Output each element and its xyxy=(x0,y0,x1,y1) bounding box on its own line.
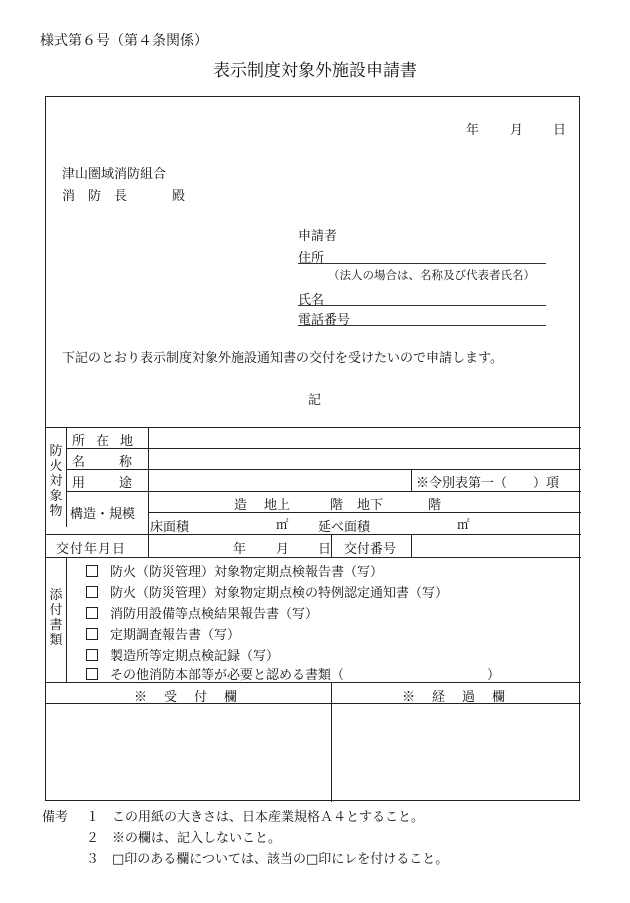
location-label: 所在地 xyxy=(72,434,145,449)
attachment-item[interactable]: その他消防本部等が必要と認める書類（ ） xyxy=(86,664,500,683)
note-text: □印のある欄については、該当の□印にレを付けること。 xyxy=(112,852,449,867)
note-text: ※の欄は、記入しないこと。 xyxy=(112,831,282,846)
total-area-label: 延べ面積 xyxy=(318,520,371,535)
name-label: 名称 xyxy=(72,455,167,470)
progress-column-label: ※ 経 過 欄 xyxy=(402,690,508,705)
issue-month: 月 xyxy=(276,542,290,557)
addressee-org: 津山圏域消防組合 xyxy=(62,167,167,182)
issue-year: 年 xyxy=(233,542,247,557)
total-area-unit: ㎡ xyxy=(457,517,470,532)
name-underline[interactable] xyxy=(298,305,546,306)
structure-below: 地下 xyxy=(357,498,384,513)
row-line-3 xyxy=(66,491,581,492)
ki-mark: 記 xyxy=(308,393,322,408)
issue-date-label: 交付年月日 xyxy=(56,542,127,557)
checkbox-icon[interactable] xyxy=(86,668,98,680)
progress-field[interactable] xyxy=(334,705,579,800)
note-text: この用紙の大きさは、日本産業規格Ａ４とすること。 xyxy=(112,810,425,825)
attachment-item[interactable]: 消防用設備等点検結果報告書（写） xyxy=(86,603,318,622)
reception-column-label: ※ 受 付 欄 xyxy=(134,690,240,705)
applicant-phone-label: 電話番号 xyxy=(298,313,351,328)
attachments-divider xyxy=(66,557,67,682)
application-form xyxy=(45,96,580,801)
applicant-name-label: 氏名 xyxy=(298,293,325,308)
checkbox-icon[interactable] xyxy=(86,649,98,661)
date-month: 月 xyxy=(510,123,524,138)
checkbox-icon[interactable] xyxy=(86,565,98,577)
reception-divider xyxy=(331,682,332,802)
floor-area-unit: ㎡ xyxy=(276,517,289,532)
use-reference: ※令別表第一（ ）項 xyxy=(416,476,560,491)
checkbox-icon[interactable] xyxy=(86,607,98,619)
attachment-item[interactable]: 製造所等定期点検記録（写） xyxy=(86,645,279,664)
note-number: １ xyxy=(86,810,100,825)
table-top-line xyxy=(46,427,581,428)
form-number: 様式第６号（第４条関係） xyxy=(40,33,208,49)
row-line-4 xyxy=(46,534,581,535)
issue-divider-1 xyxy=(331,534,332,557)
structure-floors-below: 階 xyxy=(428,498,442,513)
object-label-divider xyxy=(66,427,67,527)
reception-field[interactable] xyxy=(48,705,329,800)
issue-divider-2 xyxy=(411,534,412,557)
application-statement: 下記のとおり表示制度対象外施設通知書の交付を受けたいので申請します。 xyxy=(62,351,503,366)
note-number: ２ xyxy=(86,831,100,846)
use-ref-divider xyxy=(411,469,412,491)
use-label: 用途 xyxy=(72,476,167,491)
addressee-chief: 消 防 長 xyxy=(62,189,128,204)
checkbox-icon[interactable] xyxy=(86,628,98,640)
document-title: 表示制度対象外施設申請書 xyxy=(213,61,417,81)
attachment-item[interactable]: 防火（防災管理）対象物定期点検報告書（写） xyxy=(86,561,383,580)
object-section-label: 防火対象物 xyxy=(49,444,63,519)
issue-number-label: 交付番号 xyxy=(344,542,397,557)
notes-heading: 備考 xyxy=(42,810,69,825)
issue-day: 日 xyxy=(318,542,332,557)
structure-zou: 造 xyxy=(234,498,248,513)
attachment-item[interactable]: 定期調査報告書（写） xyxy=(86,624,240,643)
phone-underline[interactable] xyxy=(298,325,546,326)
attachment-item[interactable]: 防火（防災管理）対象物定期点検の特例認定通知書（写） xyxy=(86,582,448,601)
date-day: 日 xyxy=(553,123,567,138)
floor-area-label: 床面積 xyxy=(150,520,190,535)
address-underline[interactable] xyxy=(298,263,546,264)
applicant-heading: 申請者 xyxy=(298,229,338,244)
attachments-label: 添付書類 xyxy=(49,588,63,648)
structure-floors-above: 階 xyxy=(330,498,344,513)
row-line-5 xyxy=(46,557,581,558)
label-column-divider xyxy=(148,427,149,557)
applicant-address-label: 住所 xyxy=(298,251,325,266)
corporate-note: （法人の場合は、名称及び代表者氏名） xyxy=(328,268,535,282)
date-year: 年 xyxy=(466,123,480,138)
checkbox-icon[interactable] xyxy=(86,586,98,598)
structure-label: 構造・規模 xyxy=(70,507,136,522)
addressee-honorific: 殿 xyxy=(172,189,186,204)
note-number: ３ xyxy=(86,852,100,867)
structure-above: 地上 xyxy=(264,498,291,513)
